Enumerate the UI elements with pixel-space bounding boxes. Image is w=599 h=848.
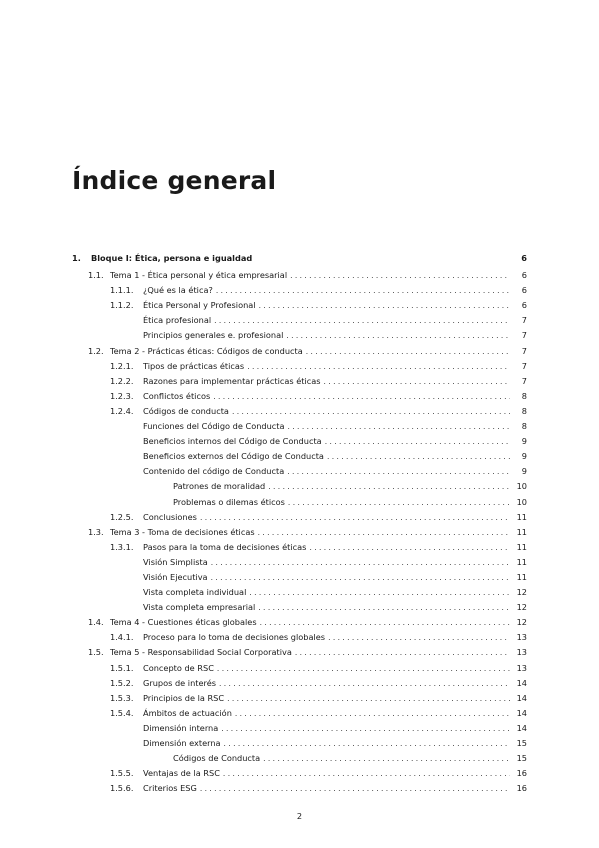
toc-entry-label: Grupos de interés: [143, 677, 217, 688]
toc-entry-page: 11: [516, 541, 527, 552]
toc-entry[interactable]: [72, 691, 527, 706]
toc-entry-page: 11: [516, 571, 527, 582]
toc-entry[interactable]: [72, 570, 527, 585]
toc-entry-page: 12: [516, 602, 527, 613]
toc-entry-number: 1.2.2.: [110, 375, 134, 386]
dot-leader: [258, 600, 510, 615]
dot-leader: [249, 585, 510, 600]
toc-entry[interactable]: [72, 766, 527, 781]
toc-entry[interactable]: [72, 449, 527, 464]
toc-entry[interactable]: [72, 661, 527, 676]
toc-entry-number: 1.2.: [88, 345, 104, 356]
toc-entry[interactable]: [72, 706, 527, 721]
dot-leader: [200, 510, 510, 525]
toc-entry-page: 9: [521, 451, 527, 462]
toc-entry[interactable]: [72, 328, 527, 343]
dot-leader: [219, 676, 510, 691]
toc-entry-label: Tipos de prácticas éticas: [143, 360, 245, 371]
toc-entry-label: Códigos de conducta: [143, 405, 229, 416]
toc-entry[interactable]: [72, 268, 527, 283]
toc-entry[interactable]: [72, 495, 527, 510]
toc-entry[interactable]: [72, 721, 527, 736]
toc-entry-page: 11: [516, 511, 527, 522]
toc-entry[interactable]: [72, 479, 527, 494]
toc-entry-page: 6: [521, 300, 527, 311]
toc-entry-number: 1.4.1.: [110, 632, 134, 643]
dot-leader: [235, 706, 510, 721]
toc-entry-page: 14: [516, 677, 527, 688]
toc-entry-label: Bloque I: Ética, persona e igualdad: [91, 253, 253, 263]
toc-entry[interactable]: [72, 434, 527, 449]
dot-leader: [287, 464, 510, 479]
toc-entry-label: Visión Simplista: [143, 556, 208, 567]
toc-entry[interactable]: [72, 251, 527, 266]
dot-leader: [286, 328, 510, 343]
table-of-contents: [72, 251, 527, 796]
toc-entry-label: Principios de la RSC: [143, 692, 225, 703]
toc-entry-page: 15: [516, 753, 527, 764]
toc-entry-number: 1.1.: [88, 270, 104, 281]
toc-entry-page: 7: [521, 315, 527, 326]
dot-leader: [325, 434, 510, 449]
toc-entry-label: Problemas o dilemas éticos: [173, 496, 285, 507]
toc-entry-page: 13: [516, 662, 527, 673]
toc-entry-number: 1.5.: [88, 647, 104, 658]
page-title: Índice general: [72, 166, 277, 195]
toc-entry[interactable]: [72, 676, 527, 691]
toc-entry[interactable]: [72, 344, 527, 359]
toc-entry-label: Tema 2 - Prácticas éticas: Códigos de conducta: [110, 345, 303, 356]
toc-entry[interactable]: [72, 645, 527, 660]
toc-entry-label: Dimensión externa: [143, 738, 221, 748]
toc-entry-label: Vista completa empresarial: [143, 602, 256, 613]
toc-entry-label: Visión Ejecutiva: [143, 571, 208, 582]
toc-entry-label: Ámbitos de actuación: [143, 707, 232, 718]
toc-entry-page: 13: [516, 632, 527, 643]
dot-leader: [247, 359, 510, 374]
toc-entry-label: Patrones de moralidad: [173, 481, 266, 492]
toc-entry-page: 14: [516, 707, 527, 718]
toc-entry-page: 12: [516, 617, 527, 628]
dot-leader: [211, 570, 510, 585]
toc-entry-label: Pasos para la toma de decisiones éticas: [143, 541, 307, 552]
dot-leader: [309, 540, 510, 555]
toc-entry[interactable]: [72, 751, 527, 766]
dot-leader: [268, 479, 510, 494]
dot-leader: [295, 645, 510, 660]
toc-entry-label: Dimensión interna: [143, 722, 219, 733]
toc-entry-number: 1.1.2.: [110, 300, 134, 311]
dot-leader: [290, 268, 510, 283]
toc-entry[interactable]: [72, 359, 527, 374]
toc-entry-page: 11: [516, 556, 527, 567]
toc-entry-page: 8: [521, 390, 527, 401]
dot-leader: [221, 721, 510, 736]
dot-leader: [258, 525, 510, 540]
toc-entry[interactable]: [72, 464, 527, 479]
toc-entry-page: 7: [521, 330, 527, 341]
dot-leader: [263, 751, 510, 766]
dot-leader: [224, 736, 510, 751]
dot-leader: [223, 766, 510, 781]
dot-leader: [211, 555, 510, 570]
toc-entry-number: 1.2.1.: [110, 360, 134, 371]
toc-entry-label: Ética Personal y Profesional: [143, 300, 256, 311]
toc-entry-number: 1.2.5.: [110, 511, 134, 522]
toc-entry-page: 7: [521, 345, 527, 356]
toc-entry[interactable]: [72, 585, 527, 600]
dot-leader: [288, 419, 510, 434]
toc-entry-label: Concepto de RSC: [143, 662, 214, 673]
toc-entry[interactable]: [72, 600, 527, 615]
toc-entry-number: 1.5.1.: [110, 662, 134, 673]
toc-entry-page: 15: [516, 738, 527, 748]
toc-entry-number: 1.5.4.: [110, 707, 134, 718]
toc-entry-page: 14: [516, 722, 527, 733]
toc-entry-label: Códigos de Conducta: [173, 753, 261, 764]
toc-entry[interactable]: [72, 374, 527, 389]
toc-entry[interactable]: [72, 389, 527, 404]
toc-entry-page: 9: [521, 436, 527, 447]
dot-leader: [217, 661, 510, 676]
toc-entry-number: 1.3.: [88, 526, 104, 537]
toc-entry[interactable]: [72, 510, 527, 525]
toc-entry-number: 1.2.4.: [110, 405, 134, 416]
toc-entry-label: Conclusiones: [143, 511, 197, 522]
page-number: 2: [296, 811, 303, 821]
toc-entry-number: 1.5.5.: [110, 768, 134, 779]
toc-entry[interactable]: [72, 298, 527, 313]
toc-entry-label: Beneficios externos del Código de Conducta: [143, 451, 324, 462]
toc-entry-number: 1.1.1.: [110, 285, 134, 296]
dot-leader: [328, 630, 510, 645]
toc-entry-page: 6: [521, 285, 527, 296]
dot-leader: [232, 404, 510, 419]
toc-entry-label: Funciones del Código de Conducta: [143, 421, 285, 432]
toc-entry-label: Tema 1 - Ética personal y ética empresarial: [110, 270, 288, 281]
toc-entry-label: Vista completa individual: [143, 587, 247, 598]
toc-entry-page: 10: [516, 481, 527, 492]
dot-leader: [216, 283, 510, 298]
toc-entry-page: 13: [516, 647, 527, 658]
toc-entry-number: 1.5.3.: [110, 692, 134, 703]
toc-entry-number: 1.2.3.: [110, 390, 134, 401]
toc-entry-label: Principios generales e. profesional: [143, 330, 284, 341]
dot-leader: [214, 313, 510, 328]
toc-entry-label: Ética profesional: [143, 315, 212, 326]
toc-entry-label: Contenido del código de Conducta: [143, 466, 285, 477]
toc-entry-page: 8: [521, 405, 527, 416]
toc-entry-number: 1.5.2.: [110, 677, 134, 688]
toc-entry[interactable]: [72, 313, 527, 328]
dot-leader: [259, 298, 510, 313]
toc-entry-label: Tema 3 - Toma de decisiones éticas: [110, 526, 255, 537]
toc-entry[interactable]: [72, 404, 527, 419]
toc-entry-page: 11: [516, 526, 527, 537]
toc-entry[interactable]: [72, 419, 527, 434]
toc-entry[interactable]: [72, 781, 527, 796]
toc-entry-page: 7: [521, 375, 527, 386]
dot-leader: [260, 615, 510, 630]
toc-entry-page: 14: [516, 692, 527, 703]
dot-leader: [327, 449, 510, 464]
toc-entry-label: Tema 5 - Responsabilidad Social Corporativa: [110, 647, 292, 658]
toc-entry-page: 6: [521, 253, 527, 263]
dot-leader: [306, 344, 510, 359]
toc-entry-label: Beneficios internos del Código de Conducta: [143, 436, 322, 447]
toc-entry[interactable]: [72, 630, 527, 645]
toc-entry[interactable]: [72, 525, 527, 540]
dot-leader: [200, 781, 510, 796]
toc-entry[interactable]: [72, 736, 527, 751]
dot-leader: [324, 374, 510, 389]
toc-entry-page: 12: [516, 587, 527, 598]
dot-leader: [213, 389, 510, 404]
toc-entry-page: 16: [516, 768, 527, 779]
dot-leader: [288, 495, 510, 510]
toc-entry-label: Conflictos éticos: [143, 390, 211, 401]
toc-entry[interactable]: [72, 615, 527, 630]
toc-entry-number: 1.4.: [88, 617, 104, 628]
toc-entry-page: 7: [521, 360, 527, 371]
dot-leader: [227, 691, 510, 706]
toc-entry[interactable]: [72, 555, 527, 570]
toc-entry-page: 16: [516, 783, 527, 794]
toc-entry-number: 1.: [72, 253, 81, 263]
toc-entry-page: 10: [516, 496, 527, 507]
toc-entry-page: 6: [521, 270, 527, 281]
toc-entry-label: ¿Qué es la ética?: [143, 285, 213, 296]
toc-entry-label: Razones para implementar prácticas éticas: [143, 375, 321, 386]
toc-entry-page: 8: [521, 421, 527, 432]
toc-entry-label: Proceso para lo toma de decisiones globales: [143, 632, 326, 643]
toc-entry[interactable]: [72, 540, 527, 555]
toc-entry-label: Ventajas de la RSC: [143, 768, 220, 779]
toc-entry-label: Tema 4 - Cuestiones éticas globales: [110, 617, 257, 628]
toc-entry-number: 1.3.1.: [110, 541, 134, 552]
toc-entry[interactable]: [72, 283, 527, 298]
toc-entry-number: 1.5.6.: [110, 783, 134, 794]
toc-entry-label: Criterios ESG: [143, 783, 197, 794]
toc-entry-page: 9: [521, 466, 527, 477]
